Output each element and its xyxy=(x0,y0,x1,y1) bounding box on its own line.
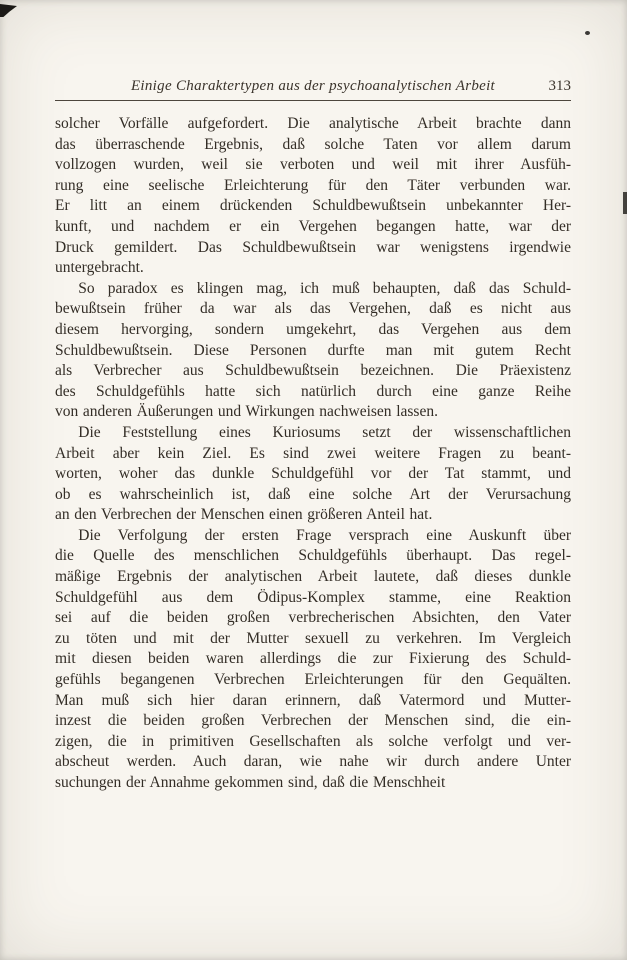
text-line: zigen, die in primitiven Gesellschaften als solche verfolgt und ver- xyxy=(55,732,571,750)
text-line: inzest die beiden großen Verbrechen der Menschen sind, die ein- xyxy=(55,712,571,730)
running-header-title: Einige Charaktertypen aus der psychoanalytischen Arbeit xyxy=(130,78,496,94)
running-header xyxy=(55,78,571,95)
scan-artifact-right-edge xyxy=(623,192,627,214)
text-line: Die Feststellung eines Kuriosums setzt der wissenschaftlichen xyxy=(78,423,571,441)
header-rule xyxy=(55,100,571,101)
text-line: vollzogen wurden, weil sie verboten und weil mit ihrer Ausfüh- xyxy=(55,156,571,174)
text-line: suchungen der Annahme gekommen sind, daß die Menschheit xyxy=(55,774,446,791)
text-line: abscheut werden. Auch daran, wie nahe wir durch andere Unter xyxy=(55,753,571,771)
text-line: gefühls begangenen Verbrechen Erleichterungen für den Gequälten. xyxy=(55,671,571,689)
text-line: So paradox es klingen mag, ich muß behaupten, daß das Schuld- xyxy=(78,279,571,297)
paragraph xyxy=(55,526,571,794)
text-line: an den Verbrechen der Menschen einen größeren Anteil hat. xyxy=(55,506,433,524)
text-line: die Quelle des menschlichen Schuldgefühls überhaupt. Das regel- xyxy=(55,547,571,565)
text-line: zu töten und mit der Mutter sexuell zu verkehren. Im Vergleich xyxy=(55,629,571,647)
text-line: Man muß sich hier daran erinnern, daß Vatermord und Mutter- xyxy=(55,691,571,709)
text-line: worten, woher das dunkle Schuldgefühl vor der Tat stammt, und xyxy=(55,465,571,483)
text-line: Er litt an einem drückenden Schuldbewußtsein unbekannter Her- xyxy=(55,197,571,215)
text-line: untergebracht. xyxy=(55,259,144,277)
page-number: 313 xyxy=(548,78,571,94)
text-line: ob es wahrscheinlich ist, daß eine solche Art der Verursachung xyxy=(55,485,571,503)
scan-artifact-top-left xyxy=(0,4,17,17)
text-line: von anderen Äußerungen und Wirkungen nachweisen lassen. xyxy=(55,403,438,421)
text-line: diesem hervorging, sondern umgekehrt, das Vergehen aus dem xyxy=(55,320,571,338)
text-block xyxy=(55,78,571,794)
paragraph xyxy=(55,114,571,279)
text-line: rung eine seelische Erleichterung für den Täter verbunden war. xyxy=(55,176,571,194)
scan-artifact-dot xyxy=(585,31,590,35)
paragraph xyxy=(55,423,571,526)
text-line: kunft, und nachdem er ein Vergehen begangen hatte, war der xyxy=(55,217,571,235)
page-body xyxy=(55,114,571,794)
text-line: Schuldgefühl aus dem Ödipus-Komplex stamme, eine Reaktion xyxy=(55,588,571,606)
text-line: als Verbrecher aus Schuldbewußtsein bezeichnen. Die Präexistenz xyxy=(55,362,571,380)
text-line: Schuldbewußtsein. Diese Personen durfte man mit gutem Recht xyxy=(55,341,571,359)
text-line: mäßige Ergebnis der analytischen Arbeit lautete, daß dieses dunkle xyxy=(55,568,571,586)
text-line: mit diesen beiden waren allerdings die zur Fixierung des Schuld- xyxy=(55,650,571,668)
text-line: sei auf die beiden großen verbrecherischen Absichten, den Vater xyxy=(55,609,571,627)
text-line: Die Verfolgung der ersten Frage versprach eine Auskunft über xyxy=(78,526,571,544)
text-line: des Schuldgefühls hatte sich natürlich durch eine ganze Reihe xyxy=(55,382,571,400)
text-line: solcher Vorfälle aufgefordert. Die analytische Arbeit brachte dann xyxy=(55,115,571,132)
text-line: bewußtsein früher da war als das Vergehen, daß es nicht aus xyxy=(55,300,571,318)
paragraph xyxy=(55,279,571,423)
text-line: Arbeit aber kein Ziel. Es sind zwei weitere Fragen zu beant- xyxy=(55,444,571,462)
text-line: Druck gemildert. Das Schuldbewußtsein war wenigstens irgendwie xyxy=(55,238,571,256)
text-line: das überraschende Ergebnis, daß solche Taten vor allem darum xyxy=(55,135,571,153)
